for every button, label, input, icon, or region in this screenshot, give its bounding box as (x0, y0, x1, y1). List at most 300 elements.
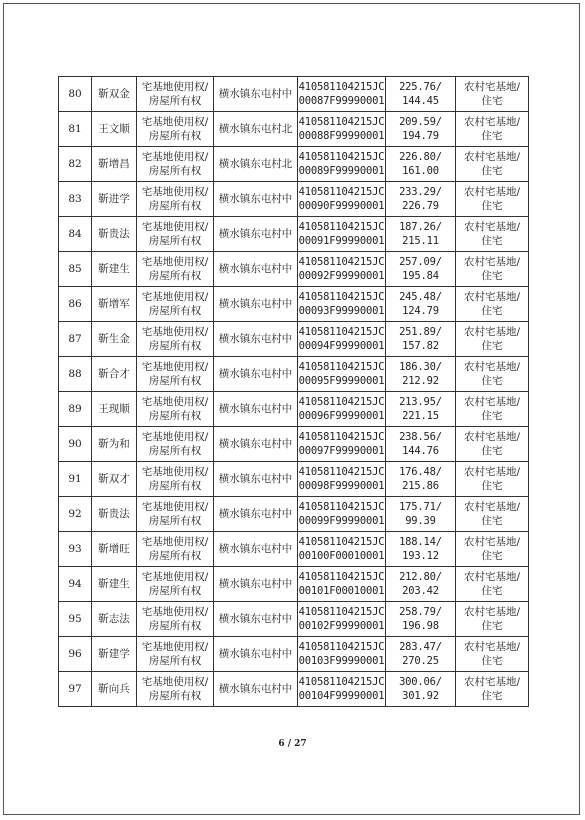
owner-name-cell (92, 602, 137, 637)
land-use-cell-text: 住宅 (481, 620, 503, 632)
right-type-cell-text: 宅基地使用权/ (141, 536, 209, 548)
unit-code-cell-text: 410581104215JC (298, 501, 385, 513)
area-cell (386, 322, 456, 357)
right-type-cell-text: 宅基地使用权/ (141, 501, 209, 513)
right-type-cell-text: 宅基地使用权/ (141, 326, 209, 338)
row-number-cell-text: 94 (68, 578, 82, 590)
right-type-cell-text: 宅基地使用权/ (141, 606, 209, 618)
land-use-cell-text: 住宅 (481, 655, 503, 667)
row-number-cell-text: 95 (68, 613, 82, 625)
unit-code-cell-text: 00091F99990001 (298, 235, 385, 247)
land-use-cell (456, 112, 529, 147)
unit-code-cell (298, 182, 386, 217)
owner-name-cell (92, 567, 137, 602)
location-cell-text: 横水镇东屯村中 (218, 403, 293, 415)
location-cell-text: 横水镇东屯村中 (218, 508, 293, 520)
area-cell (386, 217, 456, 252)
land-use-cell-text: 农村宅基地/ (463, 501, 521, 513)
row-number-cell (59, 182, 92, 217)
area-cell-text: 186.30/ (399, 361, 442, 373)
land-use-cell-text: 住宅 (481, 270, 503, 282)
row-number-cell (59, 322, 92, 357)
row-number-cell-text: 88 (68, 368, 82, 380)
right-type-cell-text: 宅基地使用权/ (141, 186, 209, 198)
unit-code-cell-text: 00102F99990001 (298, 620, 385, 632)
right-type-cell-text: 宅基地使用权/ (141, 361, 209, 373)
area-cell-text: 270.25 (402, 655, 439, 667)
land-use-cell-text: 农村宅基地/ (463, 221, 521, 233)
right-type-cell-text: 房屋所有权 (148, 130, 202, 142)
owner-name-cell-text: 靳建生 (98, 578, 130, 590)
area-cell-text: 257.09/ (399, 256, 442, 268)
land-use-cell-text: 农村宅基地/ (463, 361, 521, 373)
unit-code-cell (298, 672, 386, 707)
right-type-cell (137, 602, 214, 637)
right-type-cell-text: 房屋所有权 (148, 620, 202, 632)
area-cell (386, 357, 456, 392)
row-number-cell (59, 357, 92, 392)
area-cell-text: 258.79/ (399, 606, 442, 618)
area-cell (386, 672, 456, 707)
row-number-cell-text: 93 (68, 543, 82, 555)
unit-code-cell-text: 00104F99990001 (298, 690, 385, 702)
right-type-cell (137, 357, 214, 392)
row-number-cell (59, 147, 92, 182)
land-use-cell-text: 住宅 (481, 585, 503, 597)
right-type-cell-text: 房屋所有权 (148, 445, 202, 457)
row-number-cell-text: 80 (68, 88, 82, 100)
right-type-cell (137, 532, 214, 567)
owner-name-cell-text: 靳进学 (98, 193, 130, 205)
table-row (59, 497, 529, 532)
area-cell-text: 251.89/ (399, 326, 442, 338)
unit-code-cell (298, 392, 386, 427)
area-cell (386, 637, 456, 672)
owner-name-cell-text: 靳双金 (98, 88, 130, 100)
unit-code-cell-text: 410581104215JC (298, 186, 385, 198)
right-type-cell (137, 112, 214, 147)
location-cell-text: 横水镇东屯村中 (218, 683, 293, 695)
row-number-cell (59, 462, 92, 497)
unit-code-cell (298, 532, 386, 567)
right-type-cell-text: 宅基地使用权/ (141, 431, 209, 443)
owner-name-cell-text: 靳合才 (98, 368, 130, 380)
right-type-cell (137, 77, 214, 112)
area-cell-text: 245.48/ (399, 291, 442, 303)
right-type-cell (137, 182, 214, 217)
unit-code-cell-text: 00097F99990001 (298, 445, 385, 457)
location-cell-text: 横水镇东屯村中 (218, 368, 293, 380)
location-cell (214, 112, 298, 147)
owner-name-cell-text: 靳志法 (98, 613, 130, 625)
row-number-cell-text: 82 (68, 158, 82, 170)
owner-name-cell (92, 672, 137, 707)
unit-code-cell (298, 357, 386, 392)
row-number-cell-text: 90 (68, 438, 82, 450)
land-use-cell (456, 637, 529, 672)
right-type-cell-text: 房屋所有权 (148, 305, 202, 317)
location-cell-text: 横水镇东屯村中 (218, 578, 293, 590)
row-number-cell (59, 497, 92, 532)
unit-code-cell-text: 00095F99990001 (298, 375, 385, 387)
unit-code-cell-text: 00094F99990001 (298, 340, 385, 352)
area-cell-text: 188.14/ (399, 536, 442, 548)
land-use-cell-text: 住宅 (481, 375, 503, 387)
owner-name-cell-text: 靳为和 (98, 438, 130, 450)
owner-name-cell-text: 靳贵法 (98, 228, 130, 240)
land-use-cell-text: 住宅 (481, 550, 503, 562)
owner-name-cell-text: 靳双才 (98, 473, 130, 485)
location-cell-text: 横水镇东屯村中 (218, 263, 293, 275)
land-use-cell-text: 农村宅基地/ (463, 256, 521, 268)
unit-code-cell-text: 410581104215JC (298, 466, 385, 478)
area-cell-text: 99.39 (405, 515, 436, 527)
location-cell-text: 横水镇东屯村中 (218, 298, 293, 310)
land-use-cell (456, 147, 529, 182)
location-cell-text: 横水镇东屯村北 (218, 123, 293, 135)
right-type-cell-text: 宅基地使用权/ (141, 571, 209, 583)
row-number-cell (59, 637, 92, 672)
location-cell (214, 602, 298, 637)
land-use-cell (456, 497, 529, 532)
registration-table-body (59, 77, 529, 707)
right-type-cell-text: 宅基地使用权/ (141, 256, 209, 268)
table-row (59, 392, 529, 427)
right-type-cell-text: 宅基地使用权/ (141, 641, 209, 653)
area-cell-text: 144.45 (402, 95, 439, 107)
table-row (59, 252, 529, 287)
row-number-cell-text: 91 (68, 473, 82, 485)
location-cell (214, 322, 298, 357)
land-use-cell-text: 住宅 (481, 515, 503, 527)
owner-name-cell-text: 靳建生 (98, 263, 130, 275)
unit-code-cell-text: 00087F99990001 (298, 95, 385, 107)
unit-code-cell-text: 410581104215JC (298, 291, 385, 303)
unit-code-cell-text: 410581104215JC (298, 396, 385, 408)
land-use-cell-text: 住宅 (481, 235, 503, 247)
row-number-cell-text: 97 (68, 683, 82, 695)
location-cell-text: 横水镇东屯村北 (218, 158, 293, 170)
row-number-cell-text: 85 (68, 263, 82, 275)
land-use-cell-text: 农村宅基地/ (463, 291, 521, 303)
area-cell (386, 392, 456, 427)
right-type-cell-text: 房屋所有权 (148, 200, 202, 212)
right-type-cell (137, 637, 214, 672)
right-type-cell-text: 宅基地使用权/ (141, 116, 209, 128)
page-number: 6 / 27 (278, 739, 307, 749)
land-use-cell (456, 427, 529, 462)
right-type-cell-text: 宅基地使用权/ (141, 291, 209, 303)
location-cell-text: 横水镇东屯村中 (218, 543, 293, 555)
unit-code-cell-text: 410581104215JC (298, 431, 385, 443)
area-cell (386, 252, 456, 287)
row-number-cell-text: 92 (68, 508, 82, 520)
area-cell-text: 195.84 (402, 270, 439, 282)
unit-code-cell-text: 410581104215JC (298, 536, 385, 548)
row-number-cell-text: 84 (68, 228, 82, 240)
owner-name-cell (92, 637, 137, 672)
location-cell-text: 横水镇东屯村中 (218, 473, 293, 485)
unit-code-cell-text: 410581104215JC (298, 606, 385, 618)
area-cell-text: 212.92 (402, 375, 439, 387)
area-cell-text: 193.12 (402, 550, 439, 562)
unit-code-cell-text: 410581104215JC (298, 81, 385, 93)
location-cell (214, 532, 298, 567)
unit-code-cell (298, 497, 386, 532)
table-row (59, 637, 529, 672)
location-cell (214, 392, 298, 427)
location-cell-text: 横水镇东屯村中 (218, 613, 293, 625)
area-cell-text: 238.56/ (399, 431, 442, 443)
unit-code-cell-text: 410581104215JC (298, 571, 385, 583)
right-type-cell (137, 462, 214, 497)
land-use-cell-text: 住宅 (481, 690, 503, 702)
right-type-cell (137, 287, 214, 322)
table-row (59, 567, 529, 602)
area-cell-text: 124.79 (402, 305, 439, 317)
location-cell-text: 横水镇东屯村中 (218, 193, 293, 205)
location-cell (214, 287, 298, 322)
right-type-cell-text: 房屋所有权 (148, 585, 202, 597)
unit-code-cell-text: 410581104215JC (298, 361, 385, 373)
land-use-cell-text: 住宅 (481, 445, 503, 457)
unit-code-cell-text: 410581104215JC (298, 326, 385, 338)
row-number-cell (59, 532, 92, 567)
area-cell (386, 427, 456, 462)
land-use-cell-text: 住宅 (481, 95, 503, 107)
row-number-cell-text: 87 (68, 333, 82, 345)
unit-code-cell-text: 410581104215JC (298, 116, 385, 128)
right-type-cell-text: 宅基地使用权/ (141, 396, 209, 408)
row-number-cell (59, 392, 92, 427)
row-number-cell-text: 89 (68, 403, 82, 415)
right-type-cell-text: 宅基地使用权/ (141, 151, 209, 163)
owner-name-cell (92, 462, 137, 497)
unit-code-cell-text: 410581104215JC (298, 151, 385, 163)
right-type-cell-text: 房屋所有权 (148, 375, 202, 387)
land-use-cell (456, 182, 529, 217)
land-use-cell (456, 462, 529, 497)
land-use-cell-text: 农村宅基地/ (463, 571, 521, 583)
land-use-cell-text: 农村宅基地/ (463, 396, 521, 408)
location-cell (214, 427, 298, 462)
area-cell-text: 215.11 (402, 235, 439, 247)
row-number-cell (59, 602, 92, 637)
land-use-cell (456, 77, 529, 112)
land-use-cell-text: 住宅 (481, 200, 503, 212)
location-cell (214, 357, 298, 392)
right-type-cell (137, 147, 214, 182)
right-type-cell-text: 宅基地使用权/ (141, 221, 209, 233)
unit-code-cell-text: 410581104215JC (298, 256, 385, 268)
unit-code-cell (298, 287, 386, 322)
unit-code-cell-text: 00100F00010001 (298, 550, 385, 562)
owner-name-cell (92, 77, 137, 112)
owner-name-cell (92, 497, 137, 532)
table-row (59, 77, 529, 112)
land-use-cell-text: 农村宅基地/ (463, 466, 521, 478)
land-use-cell (456, 672, 529, 707)
area-cell-text: 203.42 (402, 585, 439, 597)
registration-table (58, 76, 529, 707)
right-type-cell-text: 房屋所有权 (148, 480, 202, 492)
land-use-cell-text: 农村宅基地/ (463, 116, 521, 128)
unit-code-cell (298, 217, 386, 252)
right-type-cell (137, 217, 214, 252)
right-type-cell-text: 房屋所有权 (148, 410, 202, 422)
owner-name-cell (92, 217, 137, 252)
table-row (59, 182, 529, 217)
table-row (59, 532, 529, 567)
location-cell-text: 横水镇东屯村中 (218, 333, 293, 345)
area-cell (386, 147, 456, 182)
land-use-cell-text: 农村宅基地/ (463, 186, 521, 198)
area-cell (386, 287, 456, 322)
land-use-cell-text: 农村宅基地/ (463, 151, 521, 163)
unit-code-cell-text: 00090F99990001 (298, 200, 385, 212)
owner-name-cell-text: 靳生金 (98, 333, 130, 345)
location-cell-text: 横水镇东屯村中 (218, 648, 293, 660)
table-row (59, 427, 529, 462)
unit-code-cell-text: 00089F99990001 (298, 165, 385, 177)
unit-code-cell (298, 602, 386, 637)
row-number-cell (59, 567, 92, 602)
unit-code-cell (298, 112, 386, 147)
row-number-cell (59, 427, 92, 462)
location-cell-text: 横水镇东屯村中 (218, 438, 293, 450)
right-type-cell (137, 672, 214, 707)
owner-name-cell (92, 112, 137, 147)
land-use-cell-text: 住宅 (481, 130, 503, 142)
unit-code-cell (298, 77, 386, 112)
owner-name-cell-text: 靳增军 (98, 298, 130, 310)
area-cell (386, 567, 456, 602)
land-use-cell-text: 农村宅基地/ (463, 606, 521, 618)
right-type-cell-text: 宅基地使用权/ (141, 466, 209, 478)
unit-code-cell-text: 00092F99990001 (298, 270, 385, 282)
unit-code-cell (298, 322, 386, 357)
area-cell (386, 532, 456, 567)
owner-name-cell (92, 252, 137, 287)
table-row (59, 147, 529, 182)
area-cell-text: 209.59/ (399, 116, 442, 128)
land-use-cell-text: 住宅 (481, 165, 503, 177)
right-type-cell (137, 322, 214, 357)
location-cell (214, 182, 298, 217)
table-row (59, 217, 529, 252)
area-cell-text: 215.86 (402, 480, 439, 492)
location-cell (214, 672, 298, 707)
land-use-cell (456, 322, 529, 357)
area-cell-text: 226.79 (402, 200, 439, 212)
table-row (59, 357, 529, 392)
right-type-cell (137, 567, 214, 602)
table-row (59, 602, 529, 637)
location-cell-text: 横水镇东屯村中 (218, 88, 293, 100)
right-type-cell-text: 房屋所有权 (148, 165, 202, 177)
unit-code-cell-text: 410581104215JC (298, 641, 385, 653)
unit-code-cell-text: 410581104215JC (298, 676, 385, 688)
area-cell-text: 225.76/ (399, 81, 442, 93)
land-use-cell-text: 住宅 (481, 410, 503, 422)
land-use-cell-text: 农村宅基地/ (463, 431, 521, 443)
owner-name-cell (92, 532, 137, 567)
unit-code-cell-text: 00093F99990001 (298, 305, 385, 317)
unit-code-cell-text: 00099F99990001 (298, 515, 385, 527)
row-number-cell-text: 81 (68, 123, 82, 135)
owner-name-cell-text: 王文顺 (98, 123, 130, 135)
owner-name-cell (92, 182, 137, 217)
unit-code-cell-text: 00098F99990001 (298, 480, 385, 492)
unit-code-cell (298, 567, 386, 602)
area-cell-text: 300.06/ (399, 676, 442, 688)
area-cell-text: 157.82 (402, 340, 439, 352)
location-cell (214, 637, 298, 672)
area-cell-text: 196.98 (402, 620, 439, 632)
location-cell (214, 77, 298, 112)
location-cell-text: 横水镇东屯村中 (218, 228, 293, 240)
owner-name-cell (92, 427, 137, 462)
land-use-cell-text: 住宅 (481, 340, 503, 352)
right-type-cell (137, 497, 214, 532)
owner-name-cell (92, 287, 137, 322)
right-type-cell-text: 宅基地使用权/ (141, 81, 209, 93)
unit-code-cell (298, 147, 386, 182)
table-row (59, 287, 529, 322)
right-type-cell-text: 房屋所有权 (148, 655, 202, 667)
row-number-cell (59, 217, 92, 252)
owner-name-cell-text: 王现顺 (98, 403, 130, 415)
owner-name-cell (92, 357, 137, 392)
land-use-cell (456, 567, 529, 602)
unit-code-cell-text: 00088F99990001 (298, 130, 385, 142)
unit-code-cell-text: 410581104215JC (298, 221, 385, 233)
land-use-cell-text: 住宅 (481, 305, 503, 317)
area-cell-text: 213.95/ (399, 396, 442, 408)
right-type-cell-text: 房屋所有权 (148, 515, 202, 527)
land-use-cell-text: 农村宅基地/ (463, 676, 521, 688)
row-number-cell (59, 112, 92, 147)
right-type-cell-text: 房屋所有权 (148, 340, 202, 352)
row-number-cell (59, 77, 92, 112)
unit-code-cell (298, 252, 386, 287)
location-cell (214, 252, 298, 287)
right-type-cell (137, 252, 214, 287)
land-use-cell-text: 农村宅基地/ (463, 326, 521, 338)
right-type-cell (137, 392, 214, 427)
unit-code-cell (298, 462, 386, 497)
unit-code-cell (298, 637, 386, 672)
owner-name-cell-text: 靳增昌 (98, 158, 130, 170)
right-type-cell-text: 房屋所有权 (148, 95, 202, 107)
area-cell-text: 283.47/ (399, 641, 442, 653)
area-cell (386, 112, 456, 147)
location-cell (214, 462, 298, 497)
right-type-cell-text: 宅基地使用权/ (141, 676, 209, 688)
row-number-cell-text: 96 (68, 648, 82, 660)
right-type-cell-text: 房屋所有权 (148, 270, 202, 282)
area-cell-text: 226.80/ (399, 151, 442, 163)
location-cell (214, 497, 298, 532)
area-cell-text: 301.92 (402, 690, 439, 702)
table-row (59, 462, 529, 497)
unit-code-cell-text: 00103F99990001 (298, 655, 385, 667)
area-cell (386, 462, 456, 497)
area-cell (386, 497, 456, 532)
area-cell-text: 221.15 (402, 410, 439, 422)
area-cell (386, 77, 456, 112)
land-use-cell (456, 602, 529, 637)
